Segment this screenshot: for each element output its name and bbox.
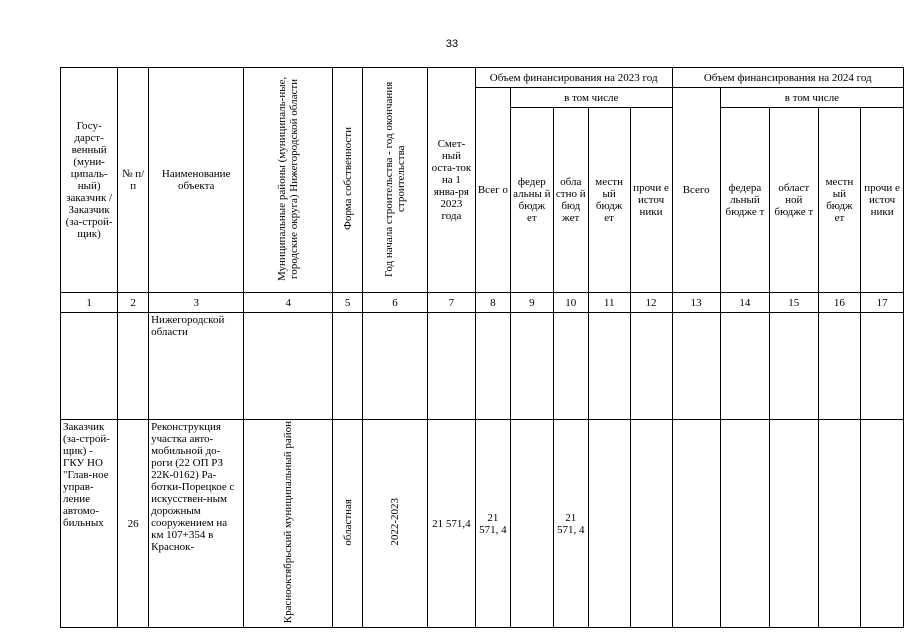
cell-local-2024 xyxy=(818,313,861,420)
cell-other-2024 xyxy=(861,420,904,628)
table-row xyxy=(61,313,904,420)
header-other-2024: прочи е источ ники xyxy=(861,108,904,293)
cell-federal-2024 xyxy=(720,313,769,420)
column-number: 7 xyxy=(428,293,476,313)
column-number: 8 xyxy=(475,293,510,313)
cell-years xyxy=(363,420,428,628)
cell-ownership xyxy=(333,313,363,420)
header-districts-text: Муниципальные районы (муниципаль-ные, городские округа) Нижегородской области xyxy=(276,76,301,281)
table-row xyxy=(61,420,904,628)
cell-years-text: 2022-2023 xyxy=(389,498,402,546)
column-number: 5 xyxy=(333,293,363,313)
column-number: 15 xyxy=(769,293,818,313)
cell-num: 26 xyxy=(118,420,149,628)
page-number: 33 xyxy=(445,38,459,50)
cell-federal-2024 xyxy=(720,420,769,628)
header-regional-2024: област ной бюдже т xyxy=(769,108,818,293)
cell-other-2023 xyxy=(630,420,672,628)
cell-local-2024 xyxy=(818,420,861,628)
header-including-2023: в том числе xyxy=(510,88,672,108)
cell-years xyxy=(363,313,428,420)
cell-regional-2023 xyxy=(553,313,588,420)
cell-local-2023 xyxy=(588,313,630,420)
cell-local-2023 xyxy=(588,420,630,628)
header-name: Наименование объекта xyxy=(149,68,244,293)
cell-total-2023: 21 571, 4 xyxy=(475,420,510,628)
cell-num xyxy=(118,313,149,420)
header-remaining: Смет-ный оста-ток на 1 янва-ря 2023 года xyxy=(428,68,476,293)
column-number: 3 xyxy=(149,293,244,313)
cell-ownership xyxy=(333,420,363,628)
header-federal-2024: федера льный бюдже т xyxy=(720,108,769,293)
header-local-2024: местн ый бюдж ет xyxy=(818,108,861,293)
column-number: 2 xyxy=(118,293,149,313)
column-number: 14 xyxy=(720,293,769,313)
cell-district-text: Краснооктябрьский муниципальный район xyxy=(282,421,295,624)
column-number: 12 xyxy=(630,293,672,313)
header-districts xyxy=(244,68,333,293)
header-other-2023: прочи е источ ники xyxy=(630,108,672,293)
cell-federal-2023 xyxy=(510,313,553,420)
cell-federal-2023 xyxy=(510,420,553,628)
investment-table xyxy=(60,67,904,628)
header-num: № п/п xyxy=(118,68,149,293)
column-number: 17 xyxy=(861,293,904,313)
header-customer: Госу-дарст-венный (муни-ципаль-ный) заказчик / Заказчик (за-строй-щик) xyxy=(61,68,118,293)
cell-remaining xyxy=(428,313,476,420)
header-row-1 xyxy=(61,68,904,88)
column-number-row xyxy=(61,293,904,313)
cell-remaining: 21 571,4 xyxy=(428,420,476,628)
header-ownership-text: Форма собственности xyxy=(341,127,354,230)
cell-district xyxy=(244,313,333,420)
cell-customer: Заказчик (за-строй-щик) - ГКУ НО "Глав-ное управ-ление автомо-бильных xyxy=(61,420,118,628)
header-fin-2023: Объем финансирования на 2023 год xyxy=(475,68,672,88)
cell-total-2023 xyxy=(475,313,510,420)
header-total-2024: Всего xyxy=(672,88,720,293)
cell-customer xyxy=(61,313,118,420)
cell-regional-2024 xyxy=(769,313,818,420)
column-number: 6 xyxy=(363,293,428,313)
header-years xyxy=(363,68,428,293)
column-number: 13 xyxy=(672,293,720,313)
cell-regional-2023: 21 571, 4 xyxy=(553,420,588,628)
column-number: 16 xyxy=(818,293,861,313)
column-number: 10 xyxy=(553,293,588,313)
cell-name: Нижегородской области xyxy=(149,313,244,420)
cell-total-2024 xyxy=(672,420,720,628)
header-total-2023: Всег о xyxy=(475,88,510,293)
column-number: 11 xyxy=(588,293,630,313)
cell-total-2024 xyxy=(672,313,720,420)
cell-other-2024 xyxy=(861,313,904,420)
cell-regional-2024 xyxy=(769,420,818,628)
cell-district xyxy=(244,420,333,628)
cell-other-2023 xyxy=(630,313,672,420)
header-local-2023: местн ый бюдж ет xyxy=(588,108,630,293)
header-including-2024: в том числе xyxy=(720,88,903,108)
column-number: 1 xyxy=(61,293,118,313)
header-fin-2024: Объем финансирования на 2024 год xyxy=(672,68,904,88)
header-regional-2023: обла стно й бюд жет xyxy=(553,108,588,293)
cell-name: Реконструкция участка авто-мобильной до-роги (22 ОП РЗ 22К-0162) Ра-ботки-Порецкое с искусствен-ным дорожным сооружением на км 107+354 в Краснок- xyxy=(149,420,244,628)
column-number: 9 xyxy=(510,293,553,313)
cell-ownership-text: областная xyxy=(341,498,354,546)
header-years-text: Год начала строительства - год окончания строительства xyxy=(383,80,408,277)
header-federal-2023: федер альны й бюдж ет xyxy=(510,108,553,293)
header-ownership xyxy=(333,68,363,293)
column-number: 4 xyxy=(244,293,333,313)
